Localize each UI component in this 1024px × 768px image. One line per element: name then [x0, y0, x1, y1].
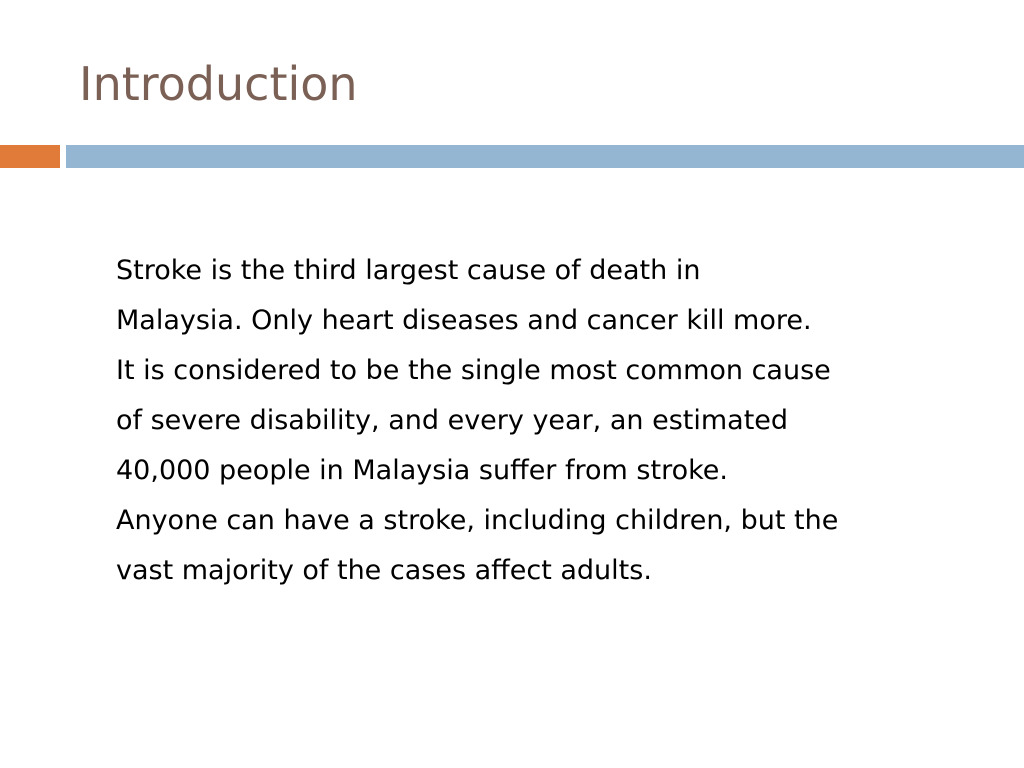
body-line: of severe disability, and every year, an estimated	[116, 405, 789, 436]
body-line: Anyone can have a stroke, including children, but the	[116, 505, 839, 536]
body-paragraph	[116, 246, 996, 596]
body-line: Malaysia. Only heart diseases and cancer kill more.	[116, 305, 812, 336]
body-line: Stroke is the third largest cause of death in	[116, 255, 701, 286]
body-line: 40,000 people in Malaysia suffer from stroke.	[116, 455, 728, 486]
accent-bar-orange	[0, 145, 60, 168]
accent-bar-blue	[66, 145, 1024, 168]
body-line: It is considered to be the single most common cause	[116, 355, 831, 386]
slide-title: Introduction	[79, 57, 358, 111]
body-line: vast majority of the cases affect adults.	[116, 555, 652, 586]
